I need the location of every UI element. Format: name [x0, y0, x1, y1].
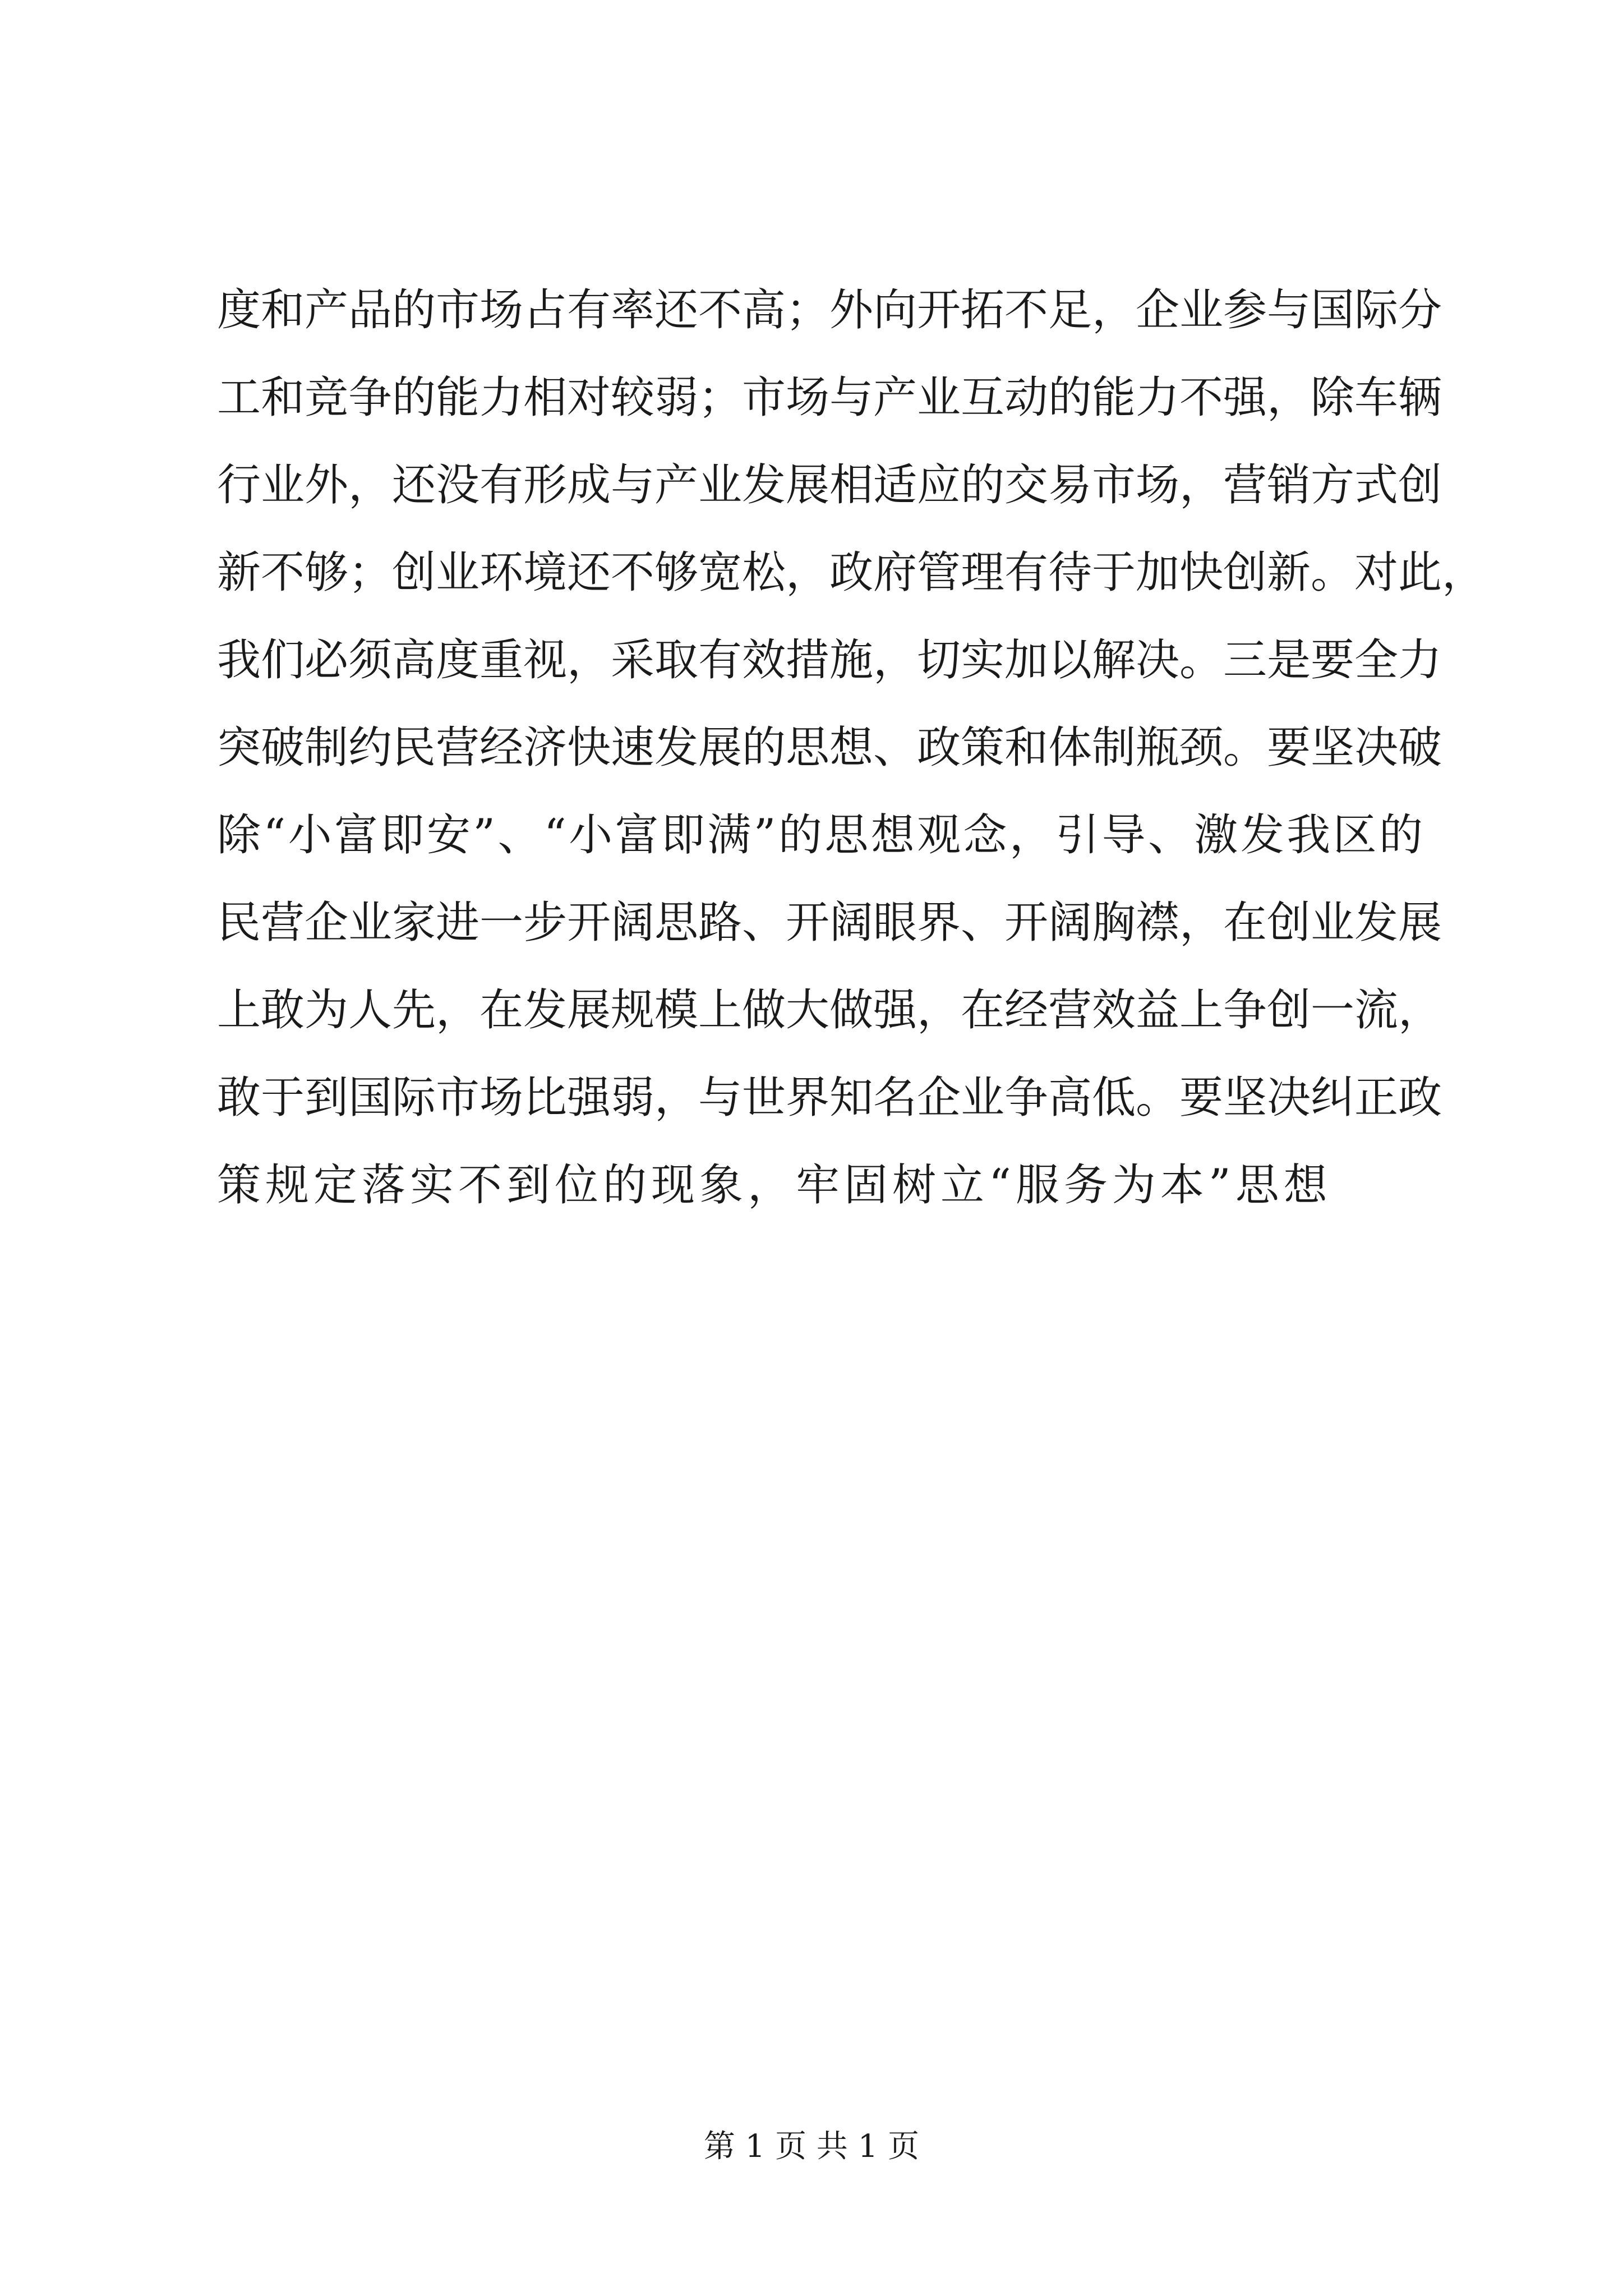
paragraph-line-9: 上敢为人先，在发展规模上做大做强，在经营效益上争创一流，: [217, 985, 1442, 1036]
paragraph-line-8: 民营企业家进一步开阔思路、开阔眼界、开阔胸襟，在创业发展: [217, 898, 1442, 948]
paragraph-line-6: 突破制约民营经济快速发展的思想、政策和体制瓶颈。要坚决破: [217, 723, 1442, 773]
paragraph-line-3: 行业外，还没有形成与产业发展相适应的交易市场，营销方式创: [217, 460, 1442, 510]
paragraph-line-7: 除“小富即安”、“小富即满”的思想观念，引导、激发我区的: [217, 810, 1423, 861]
paragraph-line-11: 策规定落实不到位的现象，牢固树立“服务为本”思想: [217, 1160, 1332, 1211]
paragraph-line-10: 敢于到国际市场比强弱，与世界知名企业争高低。要坚决纠正政: [217, 1073, 1442, 1123]
paragraph-line-2: 工和竞争的能力相对较弱；市场与产业互动的能力不强，除车辆: [217, 372, 1442, 423]
body-paragraph: [217, 266, 1486, 1229]
page-number-footer: 第 1 页 共 1 页: [703, 2128, 920, 2165]
paragraph-line-4: 新不够；创业环境还不够宽松，政府管理有待于加快创新。对此，: [217, 547, 1486, 598]
paragraph-line-5: 我们必须高度重视，采取有效措施，切实加以解决。三是要全力: [217, 635, 1442, 685]
paragraph-line-1: 度和产品的市场占有率还不高；外向开拓不足，企业参与国际分: [217, 285, 1442, 335]
